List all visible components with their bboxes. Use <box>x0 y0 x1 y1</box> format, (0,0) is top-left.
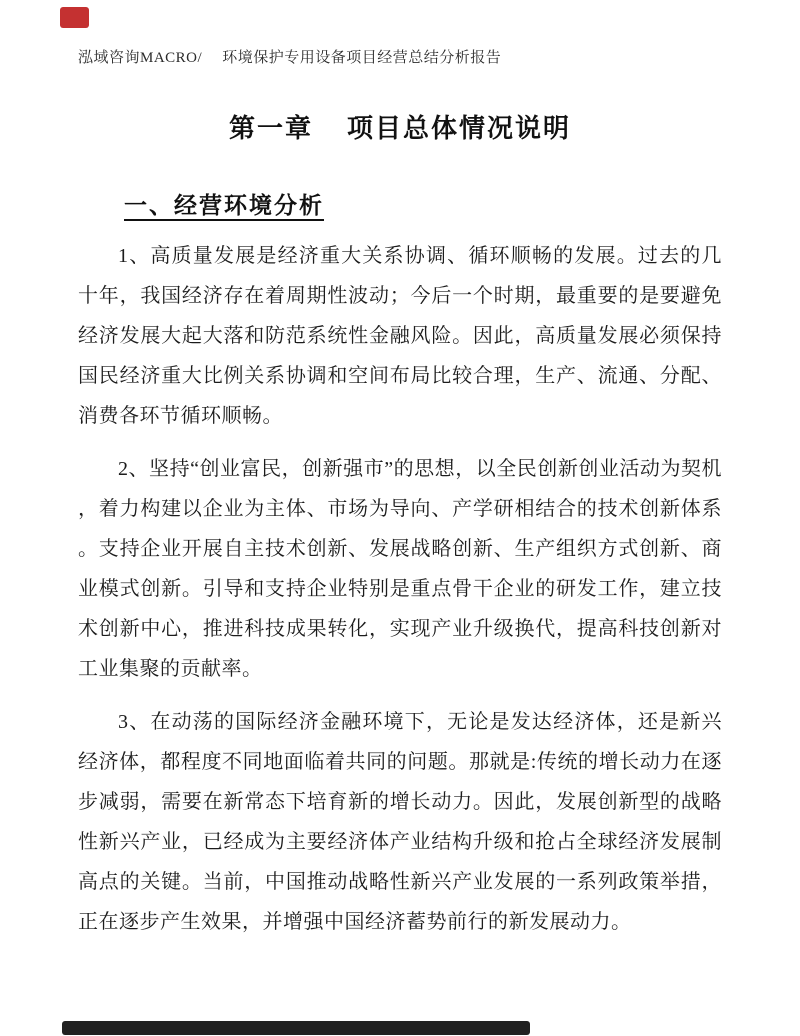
brand-name: 泓域咨询MACRO/ <box>78 50 203 66</box>
horizontal-scrollbar-thumb[interactable] <box>62 1021 530 1035</box>
chapter-number: 第一章 <box>228 114 313 143</box>
header-doc-title: 环境保护专用设备项目经营总结分析报告 <box>222 50 502 66</box>
section-title-text: 一、经营环境分析 <box>124 193 324 218</box>
paragraph-3: 3、在动荡的国际经济金融环境下，无论是发达经济体，还是新兴经济体，都程度不同地面临着共同的问题。那就是:传统的增长动力在逐步减弱，需要在新常态下培育新的增长动力。因此，发展创新型的战略性新兴产业，已经成为主要经济体产业结构升级和抢占全球经济发展制高点的关键。当前，中国推动战略性新兴产业发展的一系列政策举措，正在逐步产生效果，并增强中国经济蓄势前行的新发展动力。 <box>78 711 722 933</box>
chapter-title <box>78 112 722 146</box>
chapter-name: 项目总体情况说明 <box>347 114 572 143</box>
section-title <box>78 190 722 222</box>
paragraph-2: 2、坚持“创业富民，创新强市”的思想，以全民创新创业活动为契机，着力构建以企业为主体、市场为导向、产学研相结合的技术创新体系。支持企业开展自主技术创新、发展战略创新、生产组织方式创新、商业模式创新。引导和支持企业特别是重点骨干企业的研发工作，建立技术创新中心，推进科技成果转化，实现产业升级换代，提高科技创新对工业集聚的贡献率。 <box>78 458 722 680</box>
paragraph-1: 1、高质量发展是经济重大关系协调、循环顺畅的发展。过去的几十年，我国经济存在着周期性波动；今后一个时期，最重要的是要避免经济发展大起大落和防范系统性金融风险。因此，高质量发展必须保持国民经济重大比例关系协调和空间布局比较合理，生产、流通、分配、消费各环节循环顺畅。 <box>78 245 722 427</box>
